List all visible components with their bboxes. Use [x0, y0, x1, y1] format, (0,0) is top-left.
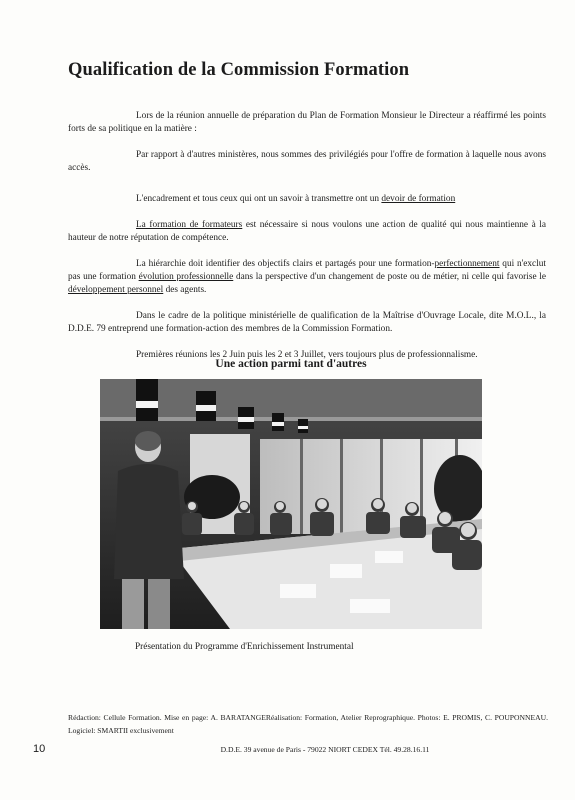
paragraph-duty: [68, 193, 546, 206]
paragraph-privileges: Par rapport à d'autres ministères, nous sommes des privilégiés pour l'offre de formation à laquelle nous avons accès.: [68, 150, 546, 173]
hierarchy-text-c: dans la perspective d'un changement de poste ou de métier, ni celle qui favorise le: [233, 272, 546, 282]
paragraph-trainers: [68, 219, 546, 245]
article-body: [68, 110, 546, 375]
underlined-trainers: La formation de formateurs: [136, 220, 243, 230]
paragraph-trainers-text: est nécessaire si nous voulons une action de qualité qui nous maintienne à la hauteur de notre réputation de compétence.: [68, 220, 547, 243]
page-number: 10: [33, 743, 46, 755]
photo-caption: Présentation du Programme d'Enrichissement Instrumental: [135, 642, 354, 652]
hierarchy-text-a: La hiérarchie doit identifier des objectifs clairs et partagés pour une formation-: [136, 259, 435, 269]
paragraph-intro: Lors de la réunion annuelle de préparation du Plan de Formation Monsieur le Directeur a réaffirmé les points forts de sa politique en la matière :: [68, 111, 546, 134]
photo-title: Une action parmi tant d'autres: [215, 358, 367, 370]
hierarchy-text-b: qui n'exclut pas une formation: [68, 259, 546, 282]
paragraph-hierarchy: [68, 258, 546, 297]
meeting-photo-illustration: [100, 379, 482, 629]
page-title: Qualification de la Commission Formation: [68, 60, 410, 80]
underlined-perfectionnement: perfectionnement: [434, 259, 500, 269]
paragraph-meetings: Premières réunions les 2 Juin puis les 2 et 3 Juillet, vers toujours plus de professionnalisme.: [136, 350, 478, 360]
paragraph-mol: Dans le cadre de la politique ministérielle de qualification de la Maîtrise d'Ouvrage Locale, dite M.O.L., la D.D.E. 79 entreprend une formation-action des membres de la Commission Formation.: [68, 311, 546, 334]
footer-address: D.D.E. 39 avenue de Paris - 79022 NIORT CEDEX Tél. 49.28.16.11: [220, 745, 430, 754]
credits: Rédaction: Cellule Formation. Mise en page: A. BARATANGERéalisation: Formation, Atelier Reprographique. Photos: E. PROMIS, C. POUPONNEAU. Logiciel: SMARTII exclusivement: [68, 713, 548, 735]
underlined-evolution: évolution professionnelle: [138, 272, 234, 282]
underlined-developpement: développement personnel: [68, 285, 164, 295]
paragraph-duty-text: L'encadrement et tous ceux qui ont un savoir à transmettre ont un: [136, 194, 382, 204]
underlined-duty: devoir de formation: [381, 194, 456, 204]
meeting-photo: [100, 379, 482, 629]
hierarchy-text-d: des agents.: [163, 285, 207, 295]
